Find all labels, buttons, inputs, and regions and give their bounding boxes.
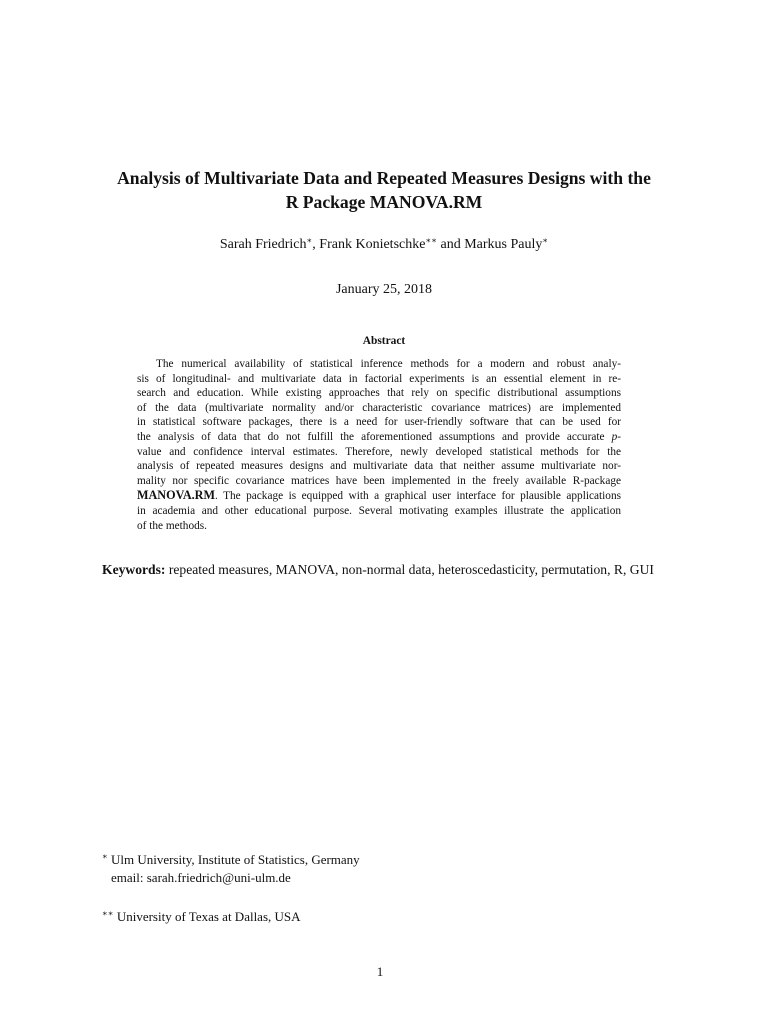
title-line-1: Analysis of Multivariate Data and Repeated Measures Designs with the (117, 168, 651, 188)
title-line-2: R Package MANOVA.RM (285, 192, 483, 212)
paper-title (60, 166, 708, 214)
footnote-affiliation-1 (102, 851, 360, 869)
keywords-text: repeated measures, MANOVA, non-normal data, heteroscedasticity, permutation, R, GUI (165, 562, 654, 577)
abstract-line: The numerical availability of statistical inference methods for a modern and robust analy- (156, 358, 621, 370)
abstract-line: of the methods. (137, 519, 207, 532)
author-affiliation-mark: ∗∗ (425, 235, 438, 245)
author-affiliation-mark: ∗ (306, 235, 313, 245)
publication-date: January 25, 2018 (335, 282, 433, 297)
abstract-text: . The package is equipped with a graphical user interface for plausible applications (214, 490, 621, 503)
abstract-heading: Abstract (362, 335, 406, 347)
keywords (102, 561, 668, 579)
author-list (60, 236, 708, 254)
abstract-line: in academia and other educational purpose. Several motivating examples illustrate the application (137, 504, 621, 517)
footnote-text: University of Texas at Dallas, USA (113, 909, 301, 924)
abstract-text: - (617, 430, 621, 443)
abstract-line: mality nor specific covariance matrices have been implemented in the freely available R-package (137, 474, 621, 487)
footnote-mark: ∗∗ (102, 908, 114, 918)
footnote-text: Ulm University, Institute of Statistics, Germany (107, 852, 360, 867)
abstract-line: of the data (multivariate normality and/or characteristic covariance matrices) are implemented (137, 401, 621, 414)
page-number: 1 (376, 964, 384, 979)
author-separator: and (437, 237, 465, 252)
author-name: Sarah Friedrich (219, 237, 307, 252)
author-name: Markus Pauly (464, 237, 543, 252)
abstract-line (137, 488, 621, 504)
abstract-line: value and confidence interval estimates. Therefore, newly developed statistical methods for the (137, 445, 621, 458)
abstract-line: analysis of repeated measures designs and multivariate data that neither assume multivariate nor- (137, 460, 621, 473)
footnote-email: email: sarah.friedrich@uni-ulm.de (111, 870, 291, 885)
p-value-symbol: p (611, 430, 618, 443)
abstract-line: sis of longitudinal- and multivariate data in factorial experiments is an essential element in re- (137, 372, 621, 385)
abstract-line (137, 430, 621, 445)
abstract-line: in statistical software packages, there is a need for user-friendly software that can be used for (137, 416, 621, 429)
abstract-line: search and education. While existing approaches that rely on specific distributional assumptions (137, 387, 621, 400)
author-separator: , (312, 237, 320, 252)
package-name: MANOVA.RM (137, 488, 215, 503)
abstract-body (137, 357, 621, 533)
footnote-mark: ∗ (102, 851, 108, 861)
footnote-affiliation-2 (102, 908, 301, 926)
keywords-label: Keywords: (102, 562, 166, 577)
abstract-text: the analysis of data that do not fulfill the aforementioned assumptions and provide accurate (137, 430, 612, 443)
author-name: Frank Konietschke (319, 237, 426, 252)
author-affiliation-mark: ∗ (542, 235, 549, 245)
